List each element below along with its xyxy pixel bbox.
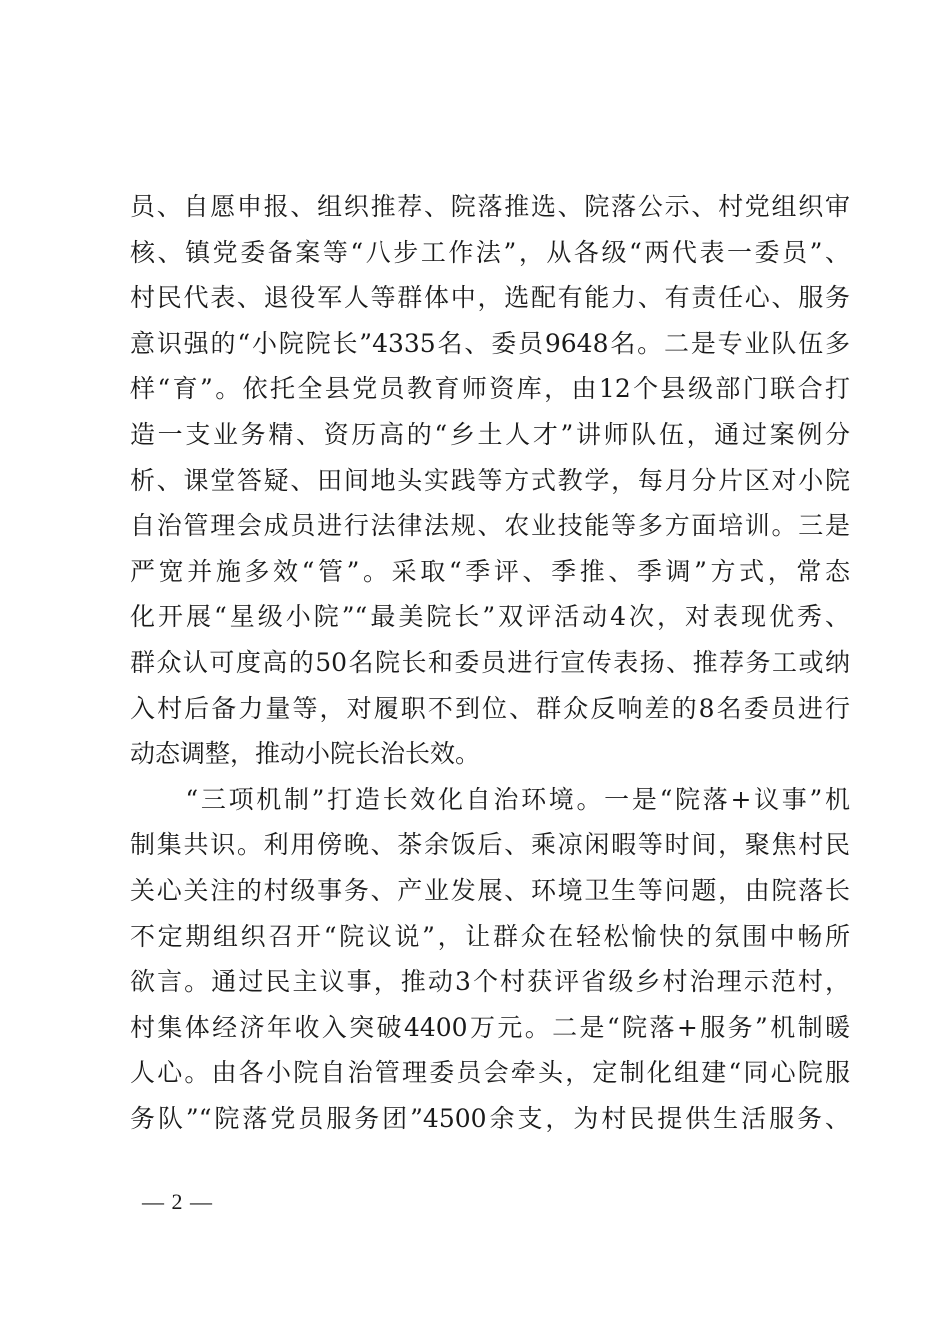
text-line: 析、课堂答疑、田间地头实践等方式教学，每月分片区对小院	[130, 465, 850, 495]
body-text	[130, 184, 850, 1141]
text-line: 样“育”。依托全县党员教育师资库，由12个县级部门联合打	[130, 374, 850, 404]
text-line: 自治管理会成员进行法律法规、农业技能等多方面培训。三是	[130, 511, 850, 541]
text-line: 关心关注的村级事务、产业发展、环境卫生等问题，由院落长	[130, 875, 850, 905]
text-line: 化开展“星级小院”“最美院长”双评活动4次，对表现优秀、	[130, 602, 850, 632]
text-line: 严宽并施多效“管”。采取“季评、季推、季调”方式，常态	[130, 556, 850, 586]
text-line: 务队”“院落党员服务团”4500余支，为村民提供生活服务、	[130, 1103, 850, 1133]
text-line: 动态调整，推动小院长治长效。	[130, 739, 481, 769]
text-line: “三项机制”打造长效化自治环境。一是“院落+议事”机	[130, 784, 850, 814]
text-line: 入村后备力量等，对履职不到位、群众反响差的8名委员进行	[130, 693, 850, 723]
text-line: 意识强的“小院院长”4335名、委员9648名。二是专业队伍多	[130, 328, 850, 358]
text-line: 员、自愿申报、组织推荐、院落推选、院落公示、村党组织审	[130, 192, 850, 221]
text-line: 村民代表、退役军人等群体中，选配有能力、有责任心、服务	[130, 283, 850, 313]
text-line: 群众认可度高的50名院长和委员进行宣传表扬、推荐务工或纳	[130, 647, 850, 677]
text-line: 造一支业务精、资历高的“乡土人才”讲师队伍，通过案例分	[130, 419, 850, 449]
text-line: 核、镇党委备案等“八步工作法”，从各级“两代表一委员”、	[130, 237, 850, 267]
text-line: 制集共识。利用傍晚、茶余饭后、乘凉闲暇等时间，聚焦村民	[130, 830, 850, 860]
text-line: 人心。由各小院自治管理委员会牵头，定制化组建“同心院服	[130, 1058, 850, 1088]
text-line: 欲言。通过民主议事，推动3个村获评省级乡村治理示范村，	[130, 967, 850, 997]
page-number: — 2 —	[142, 1189, 213, 1214]
text-line: 村集体经济年收入突破4400万元。二是“院落+服务”机制暖	[130, 1012, 850, 1042]
text-line: 不定期组织召开“院议说”，让群众在轻松愉快的氛围中畅所	[130, 921, 850, 951]
